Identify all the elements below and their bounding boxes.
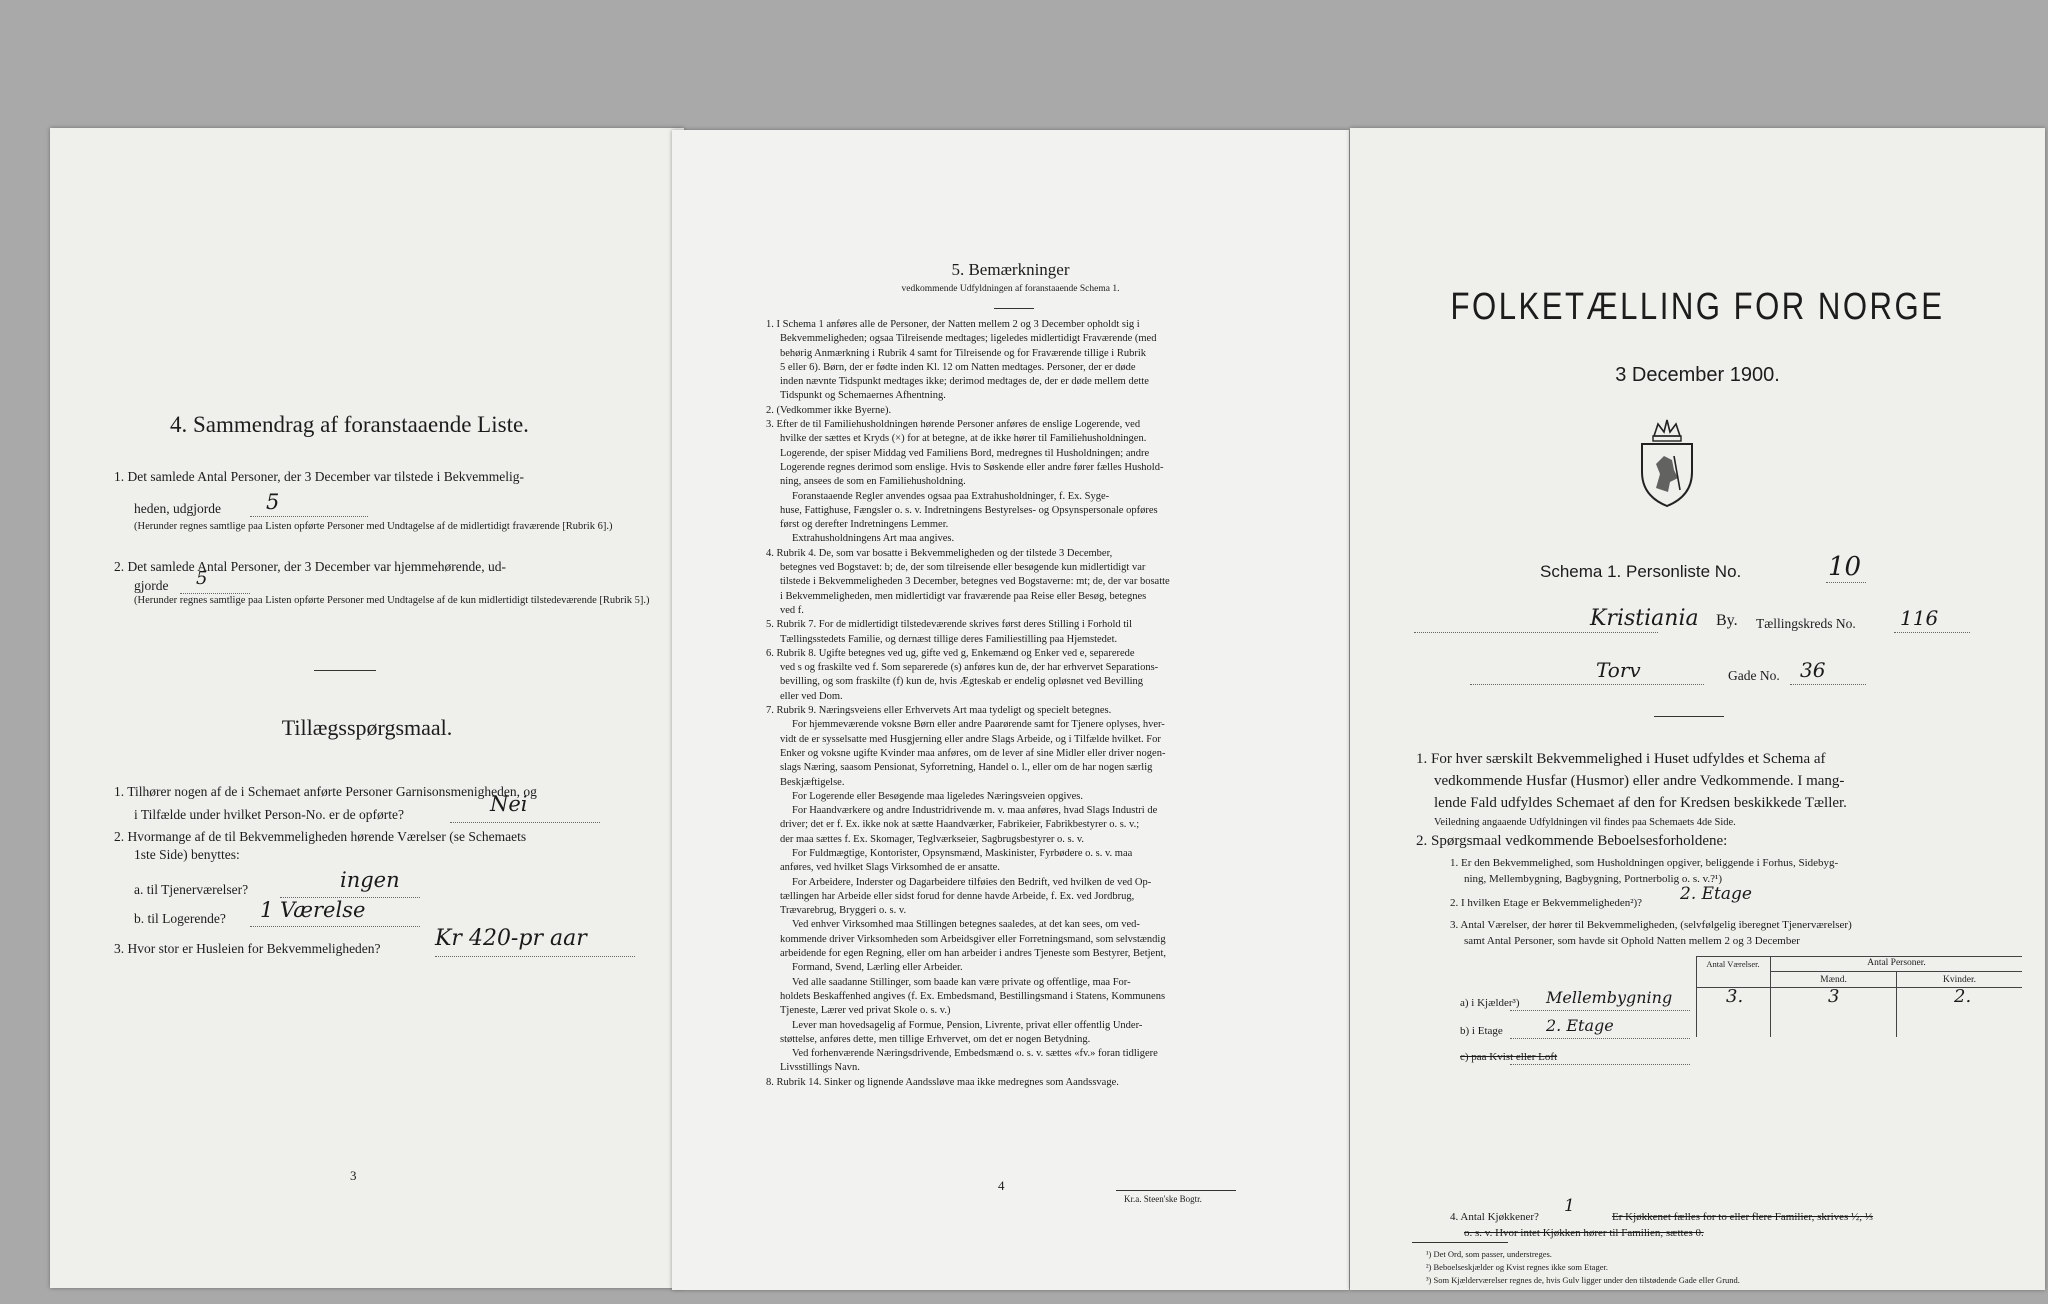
remark-line: vidt de er sysselsatte med Husgjerning eller andre Slags Arbeide, og i Tilfælde hvilket. For [780, 733, 1161, 745]
instruction-1-line-1: 1. For hver særskilt Bekvemmelighed i Huset udfyldes et Schema af [1416, 751, 1826, 767]
remark-line: 5. Rubrik 7. For de midlertidigt tilstedeværende skrives først deres Stilling i Forhold til [766, 619, 1133, 631]
remark-line: ved s og fraskilte ved f. Som separerede (s) anføres kun de, der har erhvervet Separations- [780, 662, 1159, 674]
table-row-men: 3 [1828, 986, 1840, 1007]
remark-line: Extrahusholdningens Art maa angives. [792, 533, 955, 545]
remark-line: Logerende regnes derimod som enslige. Hvis to Søskende eller andre fører fælles Hushold- [780, 461, 1164, 473]
remark-line: Beskjæftigelse. [780, 776, 845, 788]
question-2b-answer: 1 Værelse [260, 898, 366, 922]
table-row-label: c) paa Kvist eller Loft [1460, 1051, 1558, 1063]
housing-question-3-line-2: samt Antal Personer, som havde sit Ophold Natten mellem 2 og 3 December [1464, 935, 1800, 947]
remark-line: 2. (Vedkommer ikke Byerne). [766, 404, 892, 416]
instruction-1-line-2: vedkommende Husfar (Husmor) eller andre Vedkommende. I mang- [1434, 773, 1845, 789]
question-2b-label: b. til Logerende? [134, 911, 226, 926]
instruction-2-heading: 2. Spørgsmaal vedkommende Beboelsesforholdene: [1416, 833, 1728, 849]
remark-line: 5 eller 6). Børn, der er fødte inden Kl. 12 om Natten medtages. Personer, der er døde [780, 361, 1136, 373]
remark-line: slags Næring, saasom Pensionat, Syforretning, Handel o. l., eller om de har nogen særlig [780, 762, 1153, 774]
table-row-dotted-line [1510, 1038, 1690, 1039]
remark-line: ning, ansees de som en Familiehusholdning. [780, 476, 966, 488]
footnote-2: ²) Beboelseskjælder og Kvist regnes ikke som Etager. [1426, 1262, 1608, 1272]
city-label: By. [1716, 612, 1738, 629]
housing-question-2-answer: 2. Etage [1680, 884, 1752, 904]
remark-line: huse, Fattighuse, Fængsler o. s. v. Indretningens Bestyrelses- og Opsynspersonale opføres [780, 504, 1158, 516]
table-row-women: 2. [1954, 986, 1972, 1007]
question-2-line-2: 1ste Side) benyttes: [134, 847, 240, 862]
middle-page [672, 130, 1349, 1290]
summary-item-2-prefix: gjorde [134, 578, 169, 593]
remark-line: 7. Rubrik 9. Næringsveiens eller Erhvervets Art maa tydeligt og specielt betegnes. [766, 705, 1112, 717]
remark-line: holdets Beskaffenhed angives (f. Ex. Embedsmand, Bestillingsmand i Statens, Kommunens [780, 990, 1166, 1002]
question-2: 2. Hvormange af de til Bekvemmeligheden hørende Værelser (se Schemaets [114, 829, 527, 844]
remark-line: tællingen har Arbeide eller sidst forud for denne havde Arbeide, f. Ex. ved Jordbrug, [780, 890, 1135, 902]
remark-line: tilstede i Bekvemmeligheden 3 December, betegnes ved Bogstaverne: mt; de, der var bosatte [780, 576, 1170, 588]
remark-line: Ved alle saadanne Stillinger, som baade kan være private og offentlige, maa For- [792, 976, 1131, 988]
remark-line: kommende driver Virksomheden som Arbeidsgiver eller Forretningsmand, som selvstændig [780, 933, 1166, 945]
housing-question-4: 4. Antal Kjøkkener? [1450, 1211, 1539, 1223]
summary-item-1-value: 5 [266, 490, 280, 514]
remark-line: Livsstillings Navn. [780, 1062, 860, 1074]
table-row-handwriting: 2. Etage [1546, 1016, 1614, 1035]
remark-line: driver; det er f. Ex. ikke nok at sætte Haandværker, Fabrikeier, Fabrikbestyrer o. s. v.; [780, 819, 1140, 831]
remark-line: betegnes ved Bogstavet: b; de, der som tilreisende eller besøgende kun midlertidigt var [780, 562, 1146, 574]
city-value: Kristiania [1590, 606, 1699, 631]
question-1-answer: Nei [490, 792, 528, 816]
remark-line: Ved enhver Virksomhed maa Stillingen betegnes saaledes, at det kan sees, om ved- [792, 919, 1140, 931]
remark-line: Tjeneste, Lærer ved privat Skole o. s. v.) [780, 1005, 951, 1017]
footnote-3: ³) Som Kjælderværelser regnes de, hvis Gulv ligger under den tilstødende Gade eller Grund. [1426, 1275, 1740, 1285]
norwegian-coat-of-arms-icon [1634, 416, 1700, 510]
housing-question-4-note-2: o. s. v. Hvor intet Kjøkken hører til Familien, sættes 0. [1464, 1227, 1704, 1239]
supplementary-heading: Tillægsspørgsmaal. [281, 715, 453, 740]
instruction-1-line-3: lende Fald udfyldes Schemaet af den for Kredsen beskikkede Tæller. [1434, 795, 1847, 811]
remark-line: For Haandværkere og andre Industridrivende m. v. maa anføres, hvad Slags Industri de [792, 805, 1158, 817]
remark-line: For Arbeidere, Inderster og Dagarbeidere tilføies den Bedrift, ved hvilken de ved Op- [792, 876, 1152, 888]
page-number-4: 4 [998, 1178, 1005, 1193]
page-number-3: 3 [350, 1168, 357, 1183]
summary-item-1: 1. Det samlede Antal Personer, der 3 December var tilstede i Bekvemmelig- [114, 469, 524, 484]
kitchen-count-answer: 1 [1564, 1196, 1575, 1216]
remark-line: For Logerende eller Besøgende maa ligeledes Næringsveien opgives. [792, 790, 1083, 802]
summary-heading: 4. Sammendrag af foranstaaende Liste. [170, 412, 529, 437]
col-men: Mænd. [1820, 975, 1847, 985]
summary-item-1-note: (Herunder regnes samtlige paa Listen opførte Personer med Undtagelse af de midlertidigt fraværende [Rubrik 6].) [134, 521, 613, 532]
remark-line: 8. Rubrik 14. Sinker og lignende Aandssløve maa ikke medregnes som Aandssvage. [766, 1076, 1119, 1088]
census-title: FOLKETÆLLING FOR NORGE [1450, 286, 1945, 328]
remark-line: 1. I Schema 1 anføres alle de Personer, der Natten mellem 2 og 3 December opholdt sig i [766, 319, 1140, 330]
table-row-rooms: 3. [1726, 986, 1744, 1007]
remarks-subheading: vedkommende Udfyldningen af foranstaaende Schema 1. [901, 284, 1120, 294]
remark-line: hvilke der sættes et Kryds (×) for at betegne, at de ikke hører til Familiehusholdningen. [780, 433, 1147, 445]
printer-mark: Kr.a. Steen'ske Bogtr. [1124, 1194, 1202, 1204]
district-label: Tællingskreds No. [1756, 616, 1856, 631]
remark-line: Foranstaaende Regler anvendes ogsaa paa Extrahusholdninger, f. Ex. Syge- [792, 490, 1110, 502]
remarks-heading: 5. Bemærkninger [951, 260, 1070, 279]
table-row-label: b) i Etage [1460, 1025, 1503, 1037]
summary-item-1-prefix: heden, udgjorde [134, 501, 221, 516]
remark-line: inden nævnte Tidspunkt medtages ikke; derimod medtages de, der er døde mellem dette [780, 376, 1149, 388]
housing-question-2: 2. I hvilken Etage er Bekvemmeligheden²)? [1450, 897, 1643, 909]
remark-line: Formand, Svend, Lærling eller Arbeider. [792, 962, 963, 974]
table-row-handwriting: Mellembygning [1546, 988, 1673, 1007]
summary-item-2-note: (Herunder regnes samtlige paa Listen opførte Personer med Undtagelse af de kun midlertidigt tilstedeværende [Rubrik 5].) [134, 595, 650, 606]
rooms-table [1696, 956, 2022, 1037]
remark-line: Bekvemmeligheden; ogsaa Tilreisende medtages; ligeledes midlertidigt Fraværende (med [780, 333, 1157, 345]
summary-item-2-value: 5 [196, 568, 208, 589]
table-row-label: a) i Kjælder³) [1460, 997, 1520, 1009]
question-3-answer: Kr 420-pr aar [435, 926, 587, 951]
remark-line: 3. Efter de til Familiehusholdningen hørende Personer anføres de enslige Logerende, ved [766, 419, 1141, 431]
remark-line: der maa sættes f. Ex. Skomager, Teglværkseier, Sagbrugsbestyrer o. s. v. [780, 833, 1085, 845]
housing-question-1-line-2: ning, Mellembygning, Bagbygning, Portnerbolig o. s. v.?¹) [1464, 873, 1723, 885]
remark-line: Tællingsstedets Familie, og dernæst tillige deres Familiestilling paa Hjemstedet. [780, 633, 1118, 645]
col-persons: Antal Personer. [1867, 958, 1926, 968]
question-2a-answer: ingen [340, 868, 400, 892]
remark-line: For Fuldmægtige, Kontorister, Opsynsmænd, Maskinister, Fyrbødere o. s. v. maa [792, 847, 1133, 859]
question-2a-label: a. til Tjenerværelser? [134, 882, 249, 897]
remark-line: anføres, ved hvilket Slags Virksomhed de er ansatte. [780, 862, 1000, 874]
housing-question-3-line-1: 3. Antal Værelser, der hører til Bekvemmeligheden, (selvfølgelig iberegnet Tjenerværelser) [1450, 919, 1852, 931]
housing-question-1-line-1: 1. Er den Bekvemmelighed, som Husholdningen opgiver, beliggende i Forhus, Sidebyg- [1450, 857, 1839, 869]
housing-question-4-note-1: Er Kjøkkenet fælles for to eller flere Familier, skrives ½, ⅓ [1612, 1211, 1874, 1223]
table-row-dotted-line [1510, 1010, 1690, 1011]
remark-line: behørig Anmærkning i Rubrik 4 samt for Tilreisende og for Fraværende tillige i Rubrik [780, 347, 1147, 359]
table-row-dotted-line [1510, 1064, 1690, 1065]
remark-line: støttelse, anføres dette, men tillige Erhvervet, om det er nogen Betydning. [780, 1033, 1091, 1045]
census-date: 3 December 1900. [1615, 364, 1780, 386]
remark-line: Trævarebrug, Bryggeri o. s. v. [780, 905, 907, 917]
remark-line: i Bekvemmeligheden, men midlertidigt var fraværende paa Reise eller Besøg, betegnes [780, 590, 1147, 602]
remark-line: Ved forhenværende Næringsdrivende, Embedsmænd o. s. v. sættes «fv.» foran tidligere [792, 1048, 1158, 1060]
right-page [1350, 128, 2045, 1290]
remark-line: Logerende, der spiser Middag ved Familiens Bord, medregnes til Husholdningen; andre [780, 447, 1150, 459]
remark-line: bevilling, og som fraskilte (f) kun de, hvis Ægteskab er endelig opløsnet ved Bevilling [780, 676, 1144, 688]
remark-line: eller ved Dom. [780, 690, 843, 702]
col-rooms: Antal Værelser. [1706, 959, 1760, 969]
gate-value: 36 [1800, 658, 1826, 682]
remarks-text [766, 318, 1336, 1090]
personliste-number: 10 [1828, 552, 1862, 582]
footnote-1: ¹) Det Ord, som passer, understreges. [1426, 1249, 1552, 1259]
question-1-line-2: i Tilfælde under hvilket Person-No. er de opførte? [134, 807, 404, 822]
street-value: Torv [1596, 658, 1641, 682]
summary-item-2: 2. Det samlede Antal Personer, der 3 December var hjemmehørende, ud- [114, 559, 506, 574]
remark-line: arbeidende for egen Regning, eller om han arbeider i andres Tjeneste som Bestyrer, Betjent, [780, 948, 1166, 960]
remark-line: Tidspunkt og Schemaernes Afhentning. [780, 390, 946, 402]
question-1: 1. Tilhører nogen af de i Schemaet anførte Personer Garnisonsmenigheden, og [114, 784, 537, 799]
district-value: 116 [1900, 606, 1939, 630]
col-women: Kvinder. [1943, 975, 1976, 985]
remark-line: 6. Rubrik 8. Ugifte betegnes ved ug, gifte ved g, Enkemænd og Enker ved e, separerede [766, 647, 1135, 659]
question-3-label: 3. Hvor stor er Husleien for Bekvemmeligheden? [114, 941, 381, 956]
left-page [50, 128, 684, 1288]
remark-line: ved f. [780, 604, 804, 616]
remark-line: Enker og voksne ugifte Kvinder maa anføres, om de lever af sine Midler eller driver nogen- [780, 747, 1166, 759]
remark-line: 4. Rubrik 4. De, som var bosatte i Bekvemmeligheden og der tilstede 3 December, [766, 547, 1113, 559]
remark-line: Lever man hovedsagelig af Formue, Pension, Livrente, privat eller offentlig Under- [792, 1019, 1143, 1031]
gate-label: Gade No. [1728, 668, 1780, 683]
instruction-1-note: Veiledning angaaende Udfyldningen vil findes paa Schemaets 4de Side. [1434, 817, 1736, 828]
remark-line: først og derefter Indretningens Lemmer. [780, 519, 949, 531]
schema-label: Schema 1. Personliste No. [1540, 562, 1742, 581]
remark-line: For hjemmeværende voksne Børn eller andre Paarørende samt for Tjenere oplyses, hver- [792, 719, 1165, 731]
